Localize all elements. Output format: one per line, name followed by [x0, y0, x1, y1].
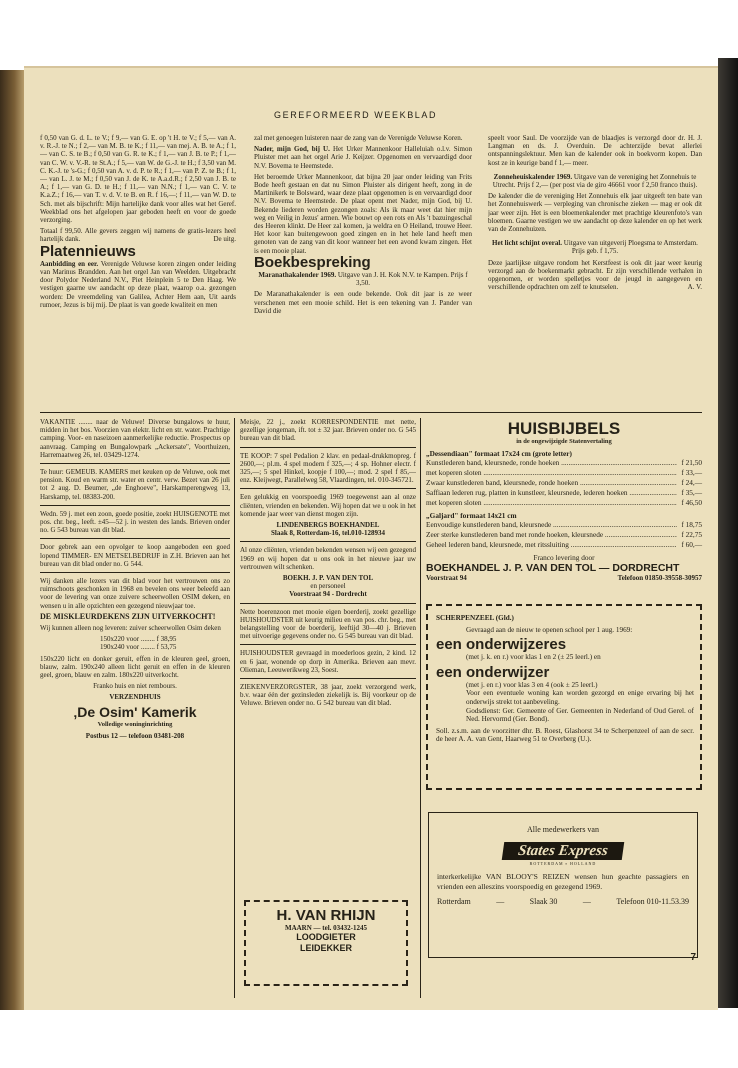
ad-verzendhuis: VERZENDHUIS: [109, 693, 161, 702]
price-value: f 21,50: [681, 458, 702, 467]
running-header: GEREFORMEERD WEEKBLAD: [274, 110, 438, 120]
ad-franko: Franko huis en niet rembours.: [93, 682, 177, 691]
ad-tol-name: BOEKH. J. P. VAN DEN TOL: [282, 574, 374, 583]
ad-divider: [240, 488, 416, 489]
price-value: f 18,75: [681, 520, 702, 529]
ad-divider: [40, 463, 230, 464]
huisbijbels-ad: [426, 420, 702, 594]
price-value: f 60,—: [681, 540, 702, 549]
ad-huishoudster: HUISHOUDSTER gevraagd in moederloos gezin, 2 kind. 12 en 6 jaar, wonende op dorp in Amerika. Brieven aan mevr. Olieman, Leeuwerikweg 23, Soest.: [240, 649, 416, 674]
ad-huisgenote: Wedn. 59 j. met een zoon, goede positie, zoekt HUISGENOTE met pos. chr. beg., leeft. ±45—52 j. in westen des lands. Brieven onder no. G 543 bureau van dit blad.: [40, 509, 230, 535]
ad-boerenzoon: Nette boerenzoon met mooie eigen boerderij, zoekt gezellige HUISHOUDSTER uit keurig milieu en van pos. chr. beg., met belangstelling voor de boerderij, leeftijd 30—40 j. Brieven met uitvoerige gegevens onder no. G 545 bureau van dit blad.: [240, 607, 416, 641]
rhijn-leidekker: LEIDEKKER: [299, 943, 352, 954]
books-column: [488, 134, 702, 410]
price-description: Kunstlederen band, kleursnede, ronde hoeken .....: [426, 458, 677, 468]
rhijn-name: H. VAN RHIJN: [276, 908, 376, 924]
huisbijbels-title: HUISBIJBELS: [507, 419, 621, 438]
price-value: f 24,—: [681, 478, 702, 487]
price-row: [426, 478, 702, 488]
ad-tol-staff: en personeel: [310, 582, 346, 591]
ad-divider: [240, 603, 416, 604]
column-rule: [234, 418, 235, 998]
ad-size-1: 150x220 voor ........ f 38,95: [100, 635, 177, 644]
price-value: f 35,—: [681, 488, 702, 497]
dessendiaan-heading: „Dessendiaan" formaat 17x24 cm (grote letter): [426, 449, 572, 458]
ad-lindenberg-addr: Slaak 8, Rotterdam-16, tel.010-128934: [271, 529, 385, 538]
galjard-heading: „Galjard" formaat 14x21 cm: [426, 511, 517, 520]
page-edge-shadow: [718, 58, 738, 1008]
ad-osim-thanks: Wij danken alle lezers van dit blad voor het vertrouwen ons zo ruimschoots geschonken in 1968 en bevelen ons weer beleefd aan voor de levering van onze zuivere scheerwollen OSIM deken, en wensen u in alle opzichten een gezegend nieuwjaar toe.: [40, 577, 230, 610]
states-express-ad: [428, 812, 698, 958]
column-rule: [420, 418, 421, 998]
price-row: [426, 468, 702, 478]
price-row: [426, 488, 702, 498]
ad-divider: [40, 538, 230, 539]
tol-contact: [426, 574, 702, 582]
states-body: interkerkelijke VAN BLOOY'S REIZEN wensen hun geachte passagiers en vrienden een alleszins voorspoedig en gezegend 1969.: [437, 872, 689, 891]
states-contact: Rotterdam — Slaak 30 — Telefoon 010-11.53.39: [437, 897, 689, 906]
ad-ziekenverzorgster: ZIEKENVERZORGSTER, 38 jaar, zoekt verzorgend werk, b.v. waar één der gezinsleden ziekelijk is. Bij voorkeur op de Veluwe. Brieven onder no. G 542 bureau van dit blad.: [240, 683, 416, 708]
states-alle: Alle medewerkers van: [527, 825, 599, 834]
price-value: f 33,—: [681, 468, 702, 477]
urker-review: Het beroemde Urker Mannenkoor, dat bijna 20 jaar onder leiding van Frits Bode heeft gestaan en dat nu Simon Pluister als dirigent heeft, zong in de Martinikerk te Bolsward, waar deze plaat opgenomen is en vervaardigd door N.V. Bovema te Heemstede. De plaat opent met Nader, mijn God, bij U. Bekende liederen worden gezongen zoals: Als ik maar weet dat hier mijn weg en Veilig in Jezus' armen. Wie bouwt op een rots en Als 't bazuingeschal des Heeren klinkt. De Heer zal komen, ja weldra en O Heiland, trouwe Heer. Het koor kan buitengewoon goed zingen en in het hele land heeft men genoten van de zang van dit koor wanneer het een avond kwam zingen. Het is een mooie plaat.: [254, 172, 472, 255]
states-address: Slaak 30: [529, 897, 558, 906]
scherp-place: SCHERPENZEEL (Gld.): [436, 614, 514, 622]
ad-van-rhijn: [248, 908, 404, 980]
ad-lindenberg-wish: Een gelukkig en voorspoedig 1969 toegewenst aan al onze cliënten, vrienden en bekenden. Wij hopen dat we u ook in het komende jaar weer van dienst mogen zijn.: [240, 493, 416, 518]
scherp-sollicitatie: Soll. z.s.m. aan de voorzitter dhr. B. Roest, Glashorst 34 te Scherpenzeel of aan de secr. de heer A. A. van Gent, Haarweg 51 te Overberg (U.).: [436, 726, 694, 744]
price-row: [426, 458, 702, 468]
ads-column-middle: [240, 418, 416, 898]
rhijn-loodgieter: LOODGIETER: [296, 932, 356, 943]
boekbespreking-heading: Boekbespreking: [254, 253, 371, 271]
ad-divider: [240, 447, 416, 448]
price-description: Zwaar kunstlederen band, kleursnede, ronde hoeken .....: [426, 478, 677, 488]
licht-text: Deze jaarlijkse uitgave rondom het Kerstfeest is ook dit jaar weer keurig verzorgd aan de boekenmarkt gebracht. Er zijn verschillende verhalen in opgenomen, er worden spelletjes voor de jeugd in aangegeven en verschillende opdrachten om zelf te knutselen. A. V.: [488, 258, 702, 292]
tol-firm: BOEKHANDEL J. P. VAN DEN TOL — DORDRECHT: [426, 562, 680, 574]
newspaper-page: [24, 66, 718, 1010]
price-row: [426, 520, 702, 530]
ad-lindenberg-name: LINDENBERGS BOEKHANDEL: [276, 521, 380, 530]
scherp-godsdienst: Godsdienst: Ger. Gemeente of Ger. Gemeenten in Nederland of Oud Gerel. of Ned. Hervormd (Ger. Bond).: [466, 706, 694, 724]
scherp-onderwijzer: een onderwijzer: [436, 663, 550, 681]
calendar-text: speelt voor Saul. De voorzijde van de blaadjes is verzorgd door dr. H. J. Langman en ds. J. Overduin. De achterzijde bevat allerlei ontspanningslektuur. Men kan de kalender ook in boekvorm kopen. Dan kost ze in keurige band f 1,— meer.: [488, 134, 702, 167]
dessendiaan-prices: [426, 458, 702, 508]
price-row: [426, 540, 702, 550]
franco-line: Franco levering door: [533, 553, 595, 562]
scherp-klas12: (met j. k. en r.) voor klas 1 en 2 (± 25 leerl.) en: [466, 653, 601, 662]
ad-divider: [240, 541, 416, 542]
ad-tol-addr: Voorstraat 94 - Dordrecht: [289, 590, 367, 599]
ad-orgels: TE KOOP: 7 spel Pedalion 2 klav. en pedaal-drukkmopreg. f 2600,—; pl.m. 4 spel modern f 325,—; 4 sp. Hohner electr. f 325,—; 5 spel Hinkel, koopje f 100,—; mod. 2 spel f 85,— enz. Kleijwegt, Parallelweg 58, Vlaardingen, tel. 010-345721.: [240, 451, 416, 485]
platennieuws-heading: Platennieuws: [40, 242, 136, 260]
ad-osim-vol: Volledige woninginrichting: [97, 720, 173, 728]
rhijn-tel: MAARN — tel. 03432-1245: [284, 924, 368, 932]
scherp-klas34: (met j. en r.) voor klas 3 en 4 (ook ± 25 leerl.): [466, 680, 598, 689]
tol-phone: Telefoon 01850-39558-30957: [617, 574, 702, 582]
ads-column-left: [40, 418, 230, 998]
page-number: 7: [690, 952, 696, 963]
donations-list: f 0,50 van G. d. L. te V.; f 9,— van G. E. op 't H. te V.; f 5,— van A. v. R.-J. te N.; f 2,— van M. B. te K.; f 11,— van mej. A. B. te A.; f 1,— van C. S. te B.; f 0,50 van G. R. te K.; f 1,— van J. B. te P.; f 1,— van C. W. v. V.-R. te St.A.; f 5,— van W. de G.-J. te H.; f 3,50 van M. C. K.-J. te 's-G.; f 0,50 van A. v. d. P. te R.; f 1,— van P. Z. te B.; f 1,— van L. J. te M.; f 0,50 van J. de K. te A.a.d.R.; f 2,50 van J. B. te A.; f 1,— van G. D. te H.; f 11,— van N.N.; f 1,— van C. V. te K.a.Z.; f 16,— van T. v. d. V. te B. en R. f 16,—; f 11,— van W. D. te Sch. met als bijschrift: Mijn hartelijke dank voor alles wat het Geref. Weekblad ons het afgelopen jaar geboden heeft en voor de goede verzorging.: [40, 134, 236, 225]
ad-divider: [40, 572, 230, 573]
price-row: [426, 498, 702, 508]
ad-vakantie: VAKANTIE ........ naar de Veluwe! Diverse bungalows te huur, midden in het bos. Voorzien van elektr. licht en str. water. Prachtige camping. Voor- en naseizoen aanmerkelijke reductie. Prospectus op aanvraag. Camping en Bungalowpark „Ackersate", Voorthuizen, Harremaatweg 26, tel. 03429-1274.: [40, 418, 230, 459]
donations-column: [40, 134, 236, 410]
price-value: f 46,50: [681, 498, 702, 507]
ad-divider: [240, 644, 416, 645]
book-spine: [0, 70, 24, 1010]
price-row: [426, 530, 702, 540]
price-description: met koperen sloten .....: [426, 468, 677, 478]
ad-timmerbedrijf: Door gebrek aan een opvolger te koop aangeboden een goed lopend TIMMER- EN METSELBEDRIJF in Z.H. Brieven aan het bureau van dit blad onder no. G 544.: [40, 543, 230, 568]
records-column: [254, 134, 472, 410]
ad-tol-wish: Al onze cliënten, vrienden bekenden wensen wij een gezegend 1969 en wij hopen dat u ons ook in het nieuwe jaar uw vertrouwen wilt schenken.: [240, 546, 416, 571]
zonnehuis-text: De kalender die de vereniging Het Zonnehuis elk jaar uitgeeft ten bate van het Zonnehuiswerk — verpleging van chronische zieken — mag er ook dit jaar weer zijn. Het is een bloemenkalender met prachtige kleurenfoto's van bloemen. Gaarne vestigen we uw aandacht op deze kalender en op het werk van de Zonnehuizen.: [488, 192, 702, 234]
maranatha-title: Maranathakalender 1969. Uitgave van J. H. Kok N.V. te Kampen. Prijs f 3,50.: [258, 271, 468, 288]
ad-osim-name: ‚De Osim' Kamerik: [73, 703, 197, 720]
galjard-prices: [426, 520, 702, 550]
ad-uitverkocht: DE MISKLEURDEKENS ZIJN UITVERKOCHT!: [40, 611, 216, 621]
platennieuws-text: Aanbidding en eer. Verenigde Veluwse koren zingen onder leiding van Marinus Brandden. Aan het orgel Jan van Weelden. Uitgebracht door Polydor Nederland N.V., Piet Heinplein 5 te Den Haag. We vestigen gaarne uw aandacht op deze plaat, waarop o.a. gezongen worden: De vreemdeling van Galilea, Achter Hem aan, Uit aards rumoer, Jezus is bij mij. De plaat is van goede kwaliteit en men: [40, 259, 236, 309]
nader-review: Nader, mijn God, bij U. Het Urker Mannenkoor Halleluiah o.l.v. Simon Pluister met aan het orgel Arie J. Keijzer. Opgenomen en vervaardigd door N.V. Bovema te Heemstede.: [254, 145, 472, 170]
section-divider: [40, 412, 702, 413]
ad-osim-post: Postbus 12 — telefoon 03481-208: [85, 731, 185, 740]
price-value: f 22,75: [681, 530, 702, 539]
zonnehuis-title: Zonneheuiskalender 1969. Uitgave van de vereniging het Zonnehuis te Utrecht. Prijs f 2,— (per post via de giro 46661 voor f 2,50 franco thuis).: [492, 172, 698, 190]
ad-korrespondentie: Meisje, 22 j., zoekt KORRESPONDENTIE met nette, gezellige jongeman, ift. tot ± 32 jaar. Brieven onder no. G 545 bureau van dit blad.: [240, 418, 416, 443]
tol-address: Voorstraat 94: [426, 574, 467, 582]
ad-divider: [40, 505, 230, 506]
price-description: Eenvoudige kunstlederen band, kleursnede .....: [426, 520, 677, 530]
price-description: met koperen sloten .....: [426, 498, 677, 508]
licht-title: Het licht schijnt overal. Uitgave van uitgeverij Ploegsma te Amsterdam. Prijs geb. f 1,75.: [492, 239, 698, 256]
states-logo-sub: ROTTERDAM ▪ HOLLAND: [529, 861, 597, 866]
ad-size-2: 190x240 voor ........ f 53,75: [100, 643, 177, 652]
huisbijbels-subtitle: in de ongewijzigde Statenvertaling: [516, 438, 612, 445]
scherp-woning: Voor een eventuele woning kan worden gezorgd en enige ervaring bij het onderwijs strekt tot aanbeveling.: [466, 689, 694, 706]
ad-divider: [240, 678, 416, 679]
states-city: Rotterdam: [437, 897, 471, 906]
ad-osim-lev: Wij kunnen alleen nog leveren: zuiver scheerwollen Osim deken: [40, 624, 221, 633]
scherp-onderwijzeres: een onderwijzeres: [436, 636, 567, 654]
states-phone: Telefoon 010-11.53.39: [616, 897, 689, 906]
states-express-logo: States Express: [502, 842, 625, 860]
donations-total: Totaal f 99,50. Alle gevers zeggen wij namens de gratis-lezers heel hartelijk dank. De uitg.: [40, 227, 236, 244]
price-description: Saffiaan lederen rug, platten in kunstleer, kleursnede, lederen hoeken .....: [426, 488, 677, 498]
ad-osim-colors: 150x220 licht en donker geruit, effen in de kleuren geel, groen, blauw, zalm. 190x240 alleen licht geruit en effen in de kleuren geel, groen, blauw en zalm. 180x220 uitverkocht.: [40, 654, 230, 680]
scherp-gevraagd: Gevraagd aan de nieuw te openen school per 1 aug. 1969:: [466, 625, 633, 634]
price-description: Zeer sterke kunstlederen band met ronde hoeken, kleursnede .....: [426, 530, 677, 540]
price-description: Geheel lederen band, kleursnede, met ritssluiting .....: [426, 540, 677, 550]
maranatha-text: De Maranathakalender is een oude bekende. Ook dit jaar is ze weer verschenen met een mooie schild. Het is een tekening van J. Pander van David die: [254, 290, 472, 315]
ad-gemeub-kamers: Te huur: GEMEUB. KAMERS met keuken op de Veluwe, ook met pension. Koud en warm str. water en centr. verw. Bezet van 26 juli tot 2 aug. D. Beumer, „de Enghoeve", Harskamperengweg 13, Harskamp, tel. 08383-200.: [40, 468, 230, 501]
records-intro: zal met genoegen luisteren naar de zang van de Verenigde Veluwse Koren.: [254, 134, 463, 142]
ad-scherpenzeel: [436, 614, 694, 786]
